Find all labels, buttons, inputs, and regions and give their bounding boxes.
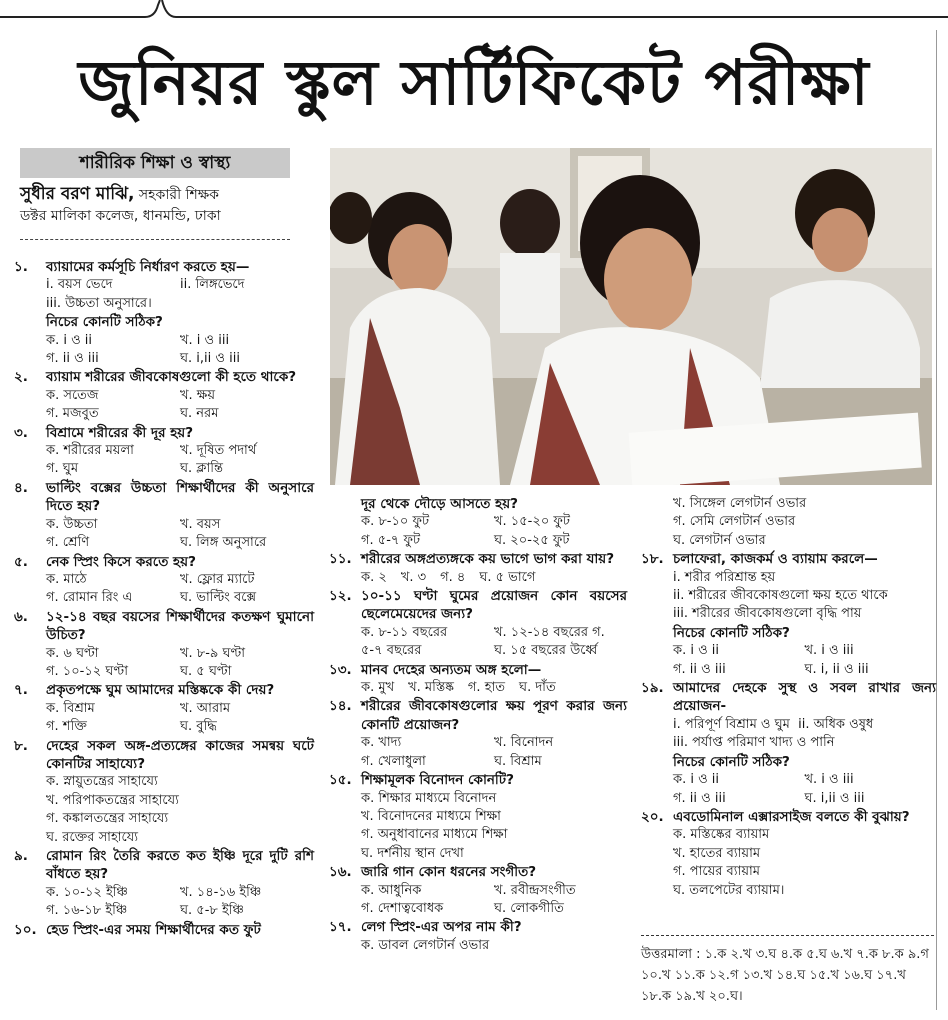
question-number: ১৯. <box>641 680 664 697</box>
question-text: ৫-৭ বছরের <box>361 643 422 659</box>
question-text: দেহের সকল অঙ্গ-প্রত্যঙ্গের কাজের সমন্বয় ঘটে কোনটির সাহায্যে? <box>46 737 314 772</box>
question-text: আমাদের দেহকে সুস্থ ও সবল রাখার জন্য প্রয়োজন- <box>673 680 936 715</box>
question-text: গ. ১০-১২ ঘণ্টা <box>46 663 128 679</box>
question-14 <box>329 697 627 734</box>
question-text: ক. ৬ ঘণ্টা <box>46 645 99 661</box>
question-text: খ. i ও iii <box>180 332 230 348</box>
question-text: ক. উচ্চতা <box>46 516 98 532</box>
question-17 <box>329 918 627 936</box>
top-border <box>0 0 948 20</box>
students-exam-photo <box>330 148 932 485</box>
question-text: ক. বিশ্রাম <box>46 700 95 716</box>
question-text: ঘ. লিঙ্গ অনুসারে <box>180 535 267 551</box>
question-text: ঘ. ৫ ভাগে <box>479 569 536 585</box>
question-text: ঘ. বুদ্ধি <box>180 719 217 735</box>
question-column-2 <box>329 495 627 955</box>
question-text: খ. ৮-৯ ঘণ্টা <box>180 645 246 661</box>
question-13 <box>329 661 627 679</box>
options <box>329 734 627 771</box>
question-column-1 <box>14 258 314 939</box>
question-5 <box>14 553 314 571</box>
question-text: ঘ. ভাল্টিং বক্সে <box>180 590 256 606</box>
question-10 <box>14 921 314 939</box>
question-text: নিচের কোনটি সঠিক? <box>673 753 790 770</box>
question-text: খ. i ও iii <box>804 772 854 788</box>
question-number: ৯. <box>14 848 28 864</box>
question-number: ১২. <box>329 588 352 605</box>
answer-key: উত্তরমালা : ১.ক ২.খ ৩.ঘ ৪.ক ৫.ঘ ৬.খ ৭.ক ৮.ক ৯.গ ১০.খ ১১.ক ১২.গ ১৩.খ ১৪.ঘ ১৫.খ ১৬.ঘ ১৭.খ ১৮.ক ১৯.খ ২০.ঘ। <box>641 935 934 1007</box>
options <box>14 884 314 921</box>
question-text: শিক্ষামূলক বিনোদন কোনটি? <box>361 772 514 789</box>
question-2 <box>14 368 314 386</box>
question-text: ঘ. ১৫ বছরের উর্ধ্বে <box>494 643 598 659</box>
options <box>14 442 314 479</box>
question-text: ঘ. i,ii ও iii <box>180 351 240 367</box>
question-number: ৬. <box>14 608 28 625</box>
question-text: ক. স্নায়ুতন্ত্রের সাহায্যে <box>46 774 158 790</box>
question-text: গ. শক্তি <box>46 719 87 735</box>
options <box>641 771 936 808</box>
subject-banner: শারীরিক শিক্ষা ও স্বাস্থ্য <box>20 148 290 178</box>
question-text: ii. লিঙ্গভেদে <box>180 277 245 293</box>
question-column-3 <box>641 495 936 900</box>
question-text: খ. হাতের ব্যায়াম <box>673 845 761 861</box>
question-text: বিশ্রামে শরীরের কী দূর হয়? <box>46 424 194 441</box>
question-text: i. বয়স ভেদে <box>46 277 113 293</box>
question-text: ক. ৮-১১ বছরের <box>361 624 448 640</box>
question-text: খ. ১২-১৪ বছরের গ. <box>494 624 605 640</box>
question-text: ক. মস্তিষ্কের ব্যায়াম <box>673 827 770 843</box>
question-number: ১৫. <box>329 772 352 789</box>
divider <box>20 239 290 240</box>
question-6 <box>14 608 314 645</box>
author-role: সহকারী শিক্ষক <box>138 187 219 203</box>
question-number: ৫. <box>14 553 28 570</box>
question-text: শরীরের জীবকোষগুলোর ক্ষয় পূরণ করার জন্য কোনটি প্রয়োজন? <box>361 698 627 733</box>
question-16 <box>329 863 627 881</box>
question-text: ক. খাদ্য <box>361 735 402 751</box>
question-text: ক. আধুনিক <box>361 882 422 898</box>
question-text: ঘ. তলপেটের ব্যায়াম। <box>673 882 785 898</box>
question-text: ক. i ও ii <box>673 643 720 659</box>
question-text: গ. ii ও iii <box>46 351 99 367</box>
question-text: চলাফেরা, কাজকর্ম ও ব্যায়াম করলে— <box>673 551 878 568</box>
question-text: হেড স্প্রিং-এর সময় শিক্ষার্থীদের কত ফুট <box>46 921 261 938</box>
question-number: ১৮. <box>641 551 664 568</box>
options <box>14 387 314 424</box>
question-text: খ. ক্ষয় <box>180 387 215 403</box>
question-11 <box>329 550 627 568</box>
question-text: গ. পায়ের ব্যায়াম <box>673 864 760 880</box>
question-text: ক. ডাবল লেগটার্ন ওভার <box>361 937 490 953</box>
question-text: গ. ii ও iii <box>673 790 726 806</box>
question-text: ব্যায়াম শরীরের জীবকোষগুলো কী হতে থাকে? <box>46 369 297 386</box>
question-19 <box>641 679 936 716</box>
question-15 <box>329 771 627 789</box>
question-text: গ. ঘুম <box>46 461 79 477</box>
question-text: খ. ১৪-১৬ ইঞ্চি <box>180 884 262 900</box>
question-text: i. পরিপূর্ণ বিশ্রাম ও ঘুম <box>673 716 790 732</box>
options <box>14 332 314 369</box>
question-12 <box>329 587 627 624</box>
question-text: লেগ স্প্রিং-এর অপর নাম কী? <box>361 919 522 936</box>
question-text: ক. i ও ii <box>46 332 93 348</box>
question-text: ক. শিক্ষার মাধ্যমে বিনোদন <box>361 790 497 806</box>
question-text: গ. দেশাত্ববোধক <box>361 900 444 916</box>
question-text: গ. খেলাধুলা <box>361 753 426 769</box>
question-text: ক. মাঠে <box>46 571 87 587</box>
question-number: ১০. <box>14 921 37 938</box>
question-number: ১১. <box>329 551 352 568</box>
question-text: ঘ. নরম <box>180 406 219 422</box>
question-text: ঘ. লেগটার্ন ওভার <box>673 532 766 548</box>
question-text: ii. অধিক ওষুধ <box>798 716 874 732</box>
options <box>14 700 314 737</box>
question-text: খ. বিনোদনের মাধ্যমে শিক্ষা <box>361 808 501 824</box>
question-text: খ. মস্তিষ্ক <box>408 680 454 696</box>
author-block <box>20 184 295 227</box>
question-text: খ. রবীন্দ্রসংগীত <box>494 882 576 898</box>
question-number: ৭. <box>14 682 28 699</box>
question-text: গ. ৪ <box>440 569 466 585</box>
question-text: ঘ. দাঁত <box>519 680 556 696</box>
question-text: ক. i ও ii <box>673 772 720 788</box>
options <box>329 513 627 550</box>
question-text: গ. ৫-৭ ফুট <box>361 532 421 548</box>
options <box>329 679 627 697</box>
author-institution: ডক্টর মালিকা কলেজ, ধানমন্ডি, ঢাকা <box>20 208 221 224</box>
question-20 <box>641 808 936 826</box>
options <box>14 571 314 608</box>
question-1 <box>14 258 314 276</box>
question-text: iii. উচ্চতা অনুসারে। <box>46 295 152 311</box>
question-text: প্রকৃতপক্ষে ঘুম আমাদের মস্তিষ্ককে কী দেয়? <box>46 682 275 699</box>
options <box>329 569 627 587</box>
question-text: ঘ. ৫ ঘণ্টা <box>180 663 232 679</box>
question-text: ক. সতেজ <box>46 387 99 403</box>
question-text: খ. দূষিত পদার্থ <box>180 443 257 459</box>
question-text: ব্যায়ামের কর্মসূচি নির্ধারণ করতে হয়— <box>46 259 250 275</box>
question-text: নিচের কোনটি সঠিক? <box>46 314 163 331</box>
question-number: ২০. <box>641 808 664 825</box>
question-text: নিচের কোনটি সঠিক? <box>673 624 790 641</box>
question-text: এবডোমিনাল এক্সারসাইজ বলতে কী বুঝায়? <box>673 808 910 825</box>
masthead-title: জুনিয়র স্কুল সার্টিফিকেট পরীক্ষা <box>78 46 870 119</box>
question-7 <box>14 681 314 699</box>
question-text: খ. i ও iii <box>804 643 854 659</box>
question-text: ক. ৮-১০ ফুট <box>361 514 430 530</box>
question-text: শরীরের অঙ্গপ্রত্যঙ্গকে কয় ভাগে ভাগ করা যায়? <box>361 551 615 568</box>
question-text: ভাল্টিং বক্সের উচ্চতা শিক্ষার্থীদের কী অনুসারে দিতে হয়? <box>46 479 314 515</box>
question-text: ঘ. i,ii ও iii <box>804 790 865 806</box>
question-text: খ. আরাম <box>180 700 231 716</box>
question-text: খ. ৩ <box>400 569 427 585</box>
author-name: সুধীর বরণ মাঝি, <box>20 184 135 204</box>
question-text: গ. সেমি লেগটার্ন ওভার <box>673 514 796 530</box>
question-text: গ. কঙ্কালতন্ত্রের সাহায্যে <box>46 811 169 827</box>
question-text: ঘ. দর্শনীয় স্থান দেখা <box>361 845 464 861</box>
question-text: গ. রোমান রিং এ <box>46 590 133 606</box>
question-text: দূর থেকে দৌড়ে আসতে হয়? <box>361 496 518 512</box>
question-text: ক. ২ <box>361 569 387 585</box>
question-text: মানব দেহের অন্যতম অঙ্গ হলো— <box>361 661 542 678</box>
question-text: খ. সিঙ্গেল লেগটার্ন ওভার <box>673 496 807 511</box>
question-9 <box>14 847 314 884</box>
question-text: গ. ১৬-১৮ ইঞ্চি <box>46 903 128 919</box>
question-text: ক. শরীরের ময়লা <box>46 443 134 459</box>
question-number: ১৬. <box>329 864 352 881</box>
question-text: ঘ. বিশ্রাম <box>494 753 542 769</box>
question-text: ii. শরীরের জীবকোষগুলো ক্ষয় হতে থাকে <box>673 588 888 604</box>
question-text: গ. অনুধাবানের মাধ্যমে শিক্ষা <box>361 827 508 843</box>
question-number: ১. <box>14 259 28 275</box>
question-text: নেক স্প্রিং কিসে করতে হয়? <box>46 553 196 570</box>
question-text: ১০-১১ ঘণ্টা ঘুমের প্রয়োজন কোন বয়সের ছেলেমেয়েদের জন্য? <box>361 588 627 623</box>
question-number: ২. <box>14 369 28 386</box>
question-text: খ. বিনোদন <box>494 735 554 751</box>
question-text: ঘ. i, ii ও iii <box>804 661 869 677</box>
question-number: ৪. <box>14 479 28 496</box>
question-18 <box>641 550 936 568</box>
options <box>14 645 314 682</box>
statements <box>14 276 314 294</box>
question-text: জারি গান কোন ধরনের সংগীত? <box>361 864 537 881</box>
options <box>641 642 936 679</box>
question-3 <box>14 424 314 442</box>
question-text: ঘ. লোকগীতি <box>494 900 564 916</box>
question-text: খ. ফ্লোর ম্যাটে <box>180 571 255 587</box>
options <box>329 882 627 919</box>
question-number: ৮. <box>14 737 28 754</box>
question-text: রোমান রিং তৈরি করতে কত ইঞ্চি দূরে দুটি রশি বাঁধতে হয়? <box>46 848 314 883</box>
question-text: গ. হাত <box>467 680 506 696</box>
question-text: খ. পরিপাকতন্ত্রের সাহায্যে <box>46 792 179 808</box>
question-text: ঘ. রক্তের সাহায্যে <box>46 829 139 845</box>
question-text: iii. শরীরের জীবকোষগুলো বৃদ্ধি পায় <box>673 606 862 622</box>
question-text: গ. ii ও iii <box>673 661 726 677</box>
question-number: ৩. <box>14 424 28 441</box>
question-number: ১৩. <box>329 661 352 678</box>
question-text: ঘ. ২০-২৫ ফুট <box>494 532 570 548</box>
question-4 <box>14 479 314 516</box>
question-text: ক. ১০-১২ ইঞ্চি <box>46 884 128 900</box>
question-text: ১২-১৪ বছর বয়সের শিক্ষার্থীদের কতক্ষণ ঘুমানো উচিত? <box>46 608 314 644</box>
question-text: i. শরীর পরিশ্রান্ত হয় <box>673 569 776 585</box>
column-divider <box>936 30 937 1010</box>
question-8 <box>14 737 314 774</box>
options <box>14 516 314 553</box>
question-text: খ. বয়স <box>180 516 221 532</box>
question-text <box>641 716 936 734</box>
options <box>329 624 627 661</box>
question-text: খ. ১৫-২০ ফুট <box>494 514 570 530</box>
question-text: iii. পর্যাপ্ত পরিমাণ খাদ্য ও পানি <box>673 735 835 751</box>
question-text: গ. শ্রেণি <box>46 535 90 551</box>
question-number: ১৪. <box>329 698 352 715</box>
question-number: ১৭. <box>329 919 352 936</box>
question-text: ক. মুখ <box>361 680 395 696</box>
question-text: ঘ. ৫-৮ ইঞ্চি <box>180 903 244 919</box>
question-text: ঘ. ক্লান্তি <box>180 461 223 477</box>
question-text: গ. মজবুত <box>46 406 99 422</box>
